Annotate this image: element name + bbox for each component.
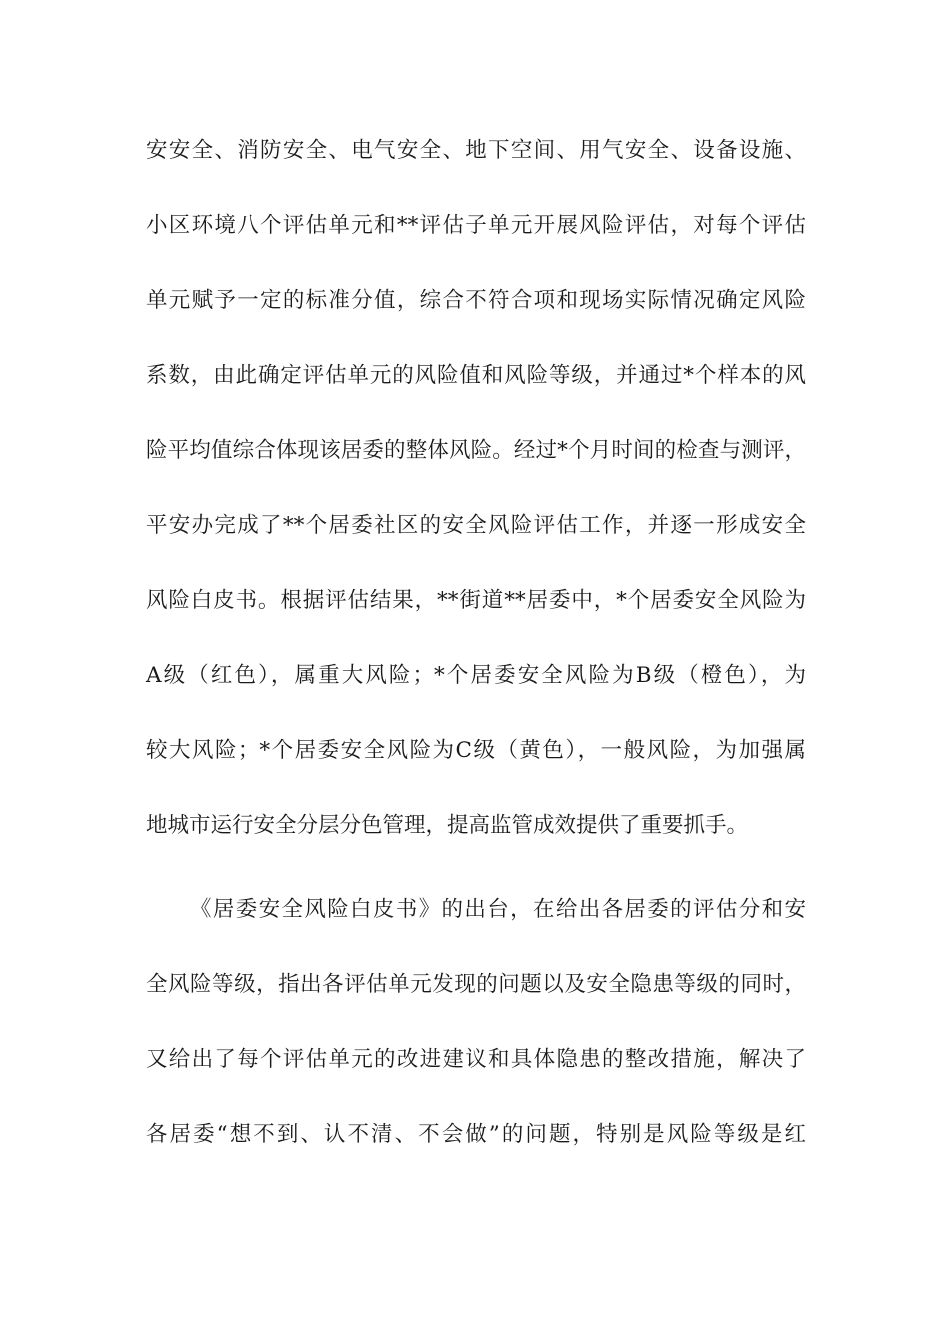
text-line: 全风险等级，指出各评估单元发现的问题以及安全隐患等级的同时， xyxy=(146,972,806,997)
text-line: 小区环境八个评估单元和**评估子单元开展风险评估，对每个评估 xyxy=(146,213,806,238)
text-line: 风险白皮书。根据评估结果，**街道**居委中，*个居委安全风险为 xyxy=(146,588,806,613)
text-line: 安安全、消防安全、电气安全、地下空间、用气安全、设备设施、 xyxy=(146,138,806,163)
text-line: 平安办完成了**个居委社区的安全风险评估工作，并逐一形成安全 xyxy=(146,513,806,538)
text-line: 单元赋予一定的标准分值，综合不符合项和现场实际情况确定风险 xyxy=(146,288,806,313)
text-line: 较大风险；*个居委安全风险为C级（黄色），一般风险，为加强属 xyxy=(146,738,806,763)
text-line: 系数，由此确定评估单元的风险值和风险等级，并通过*个样本的风 xyxy=(146,363,806,388)
text-line: 又给出了每个评估单元的改进建议和具体隐患的整改措施，解决了 xyxy=(146,1047,806,1072)
text-line: 地城市运行安全分层分色管理，提高监管成效提供了重要抓手。 xyxy=(146,813,749,838)
text-line: A级（红色），属重大风险；*个居委安全风险为B级（橙色），为 xyxy=(146,663,806,688)
text-line: 《居委安全风险白皮书》的出台，在给出各居委的评估分和安 xyxy=(190,897,806,922)
text-line: 各居委“想不到、认不清、不会做”的问题，特别是风险等级是红 xyxy=(146,1122,806,1147)
text-line: 险平均值综合体现该居委的整体风险。经过*个月时间的检查与测评， xyxy=(146,438,806,463)
